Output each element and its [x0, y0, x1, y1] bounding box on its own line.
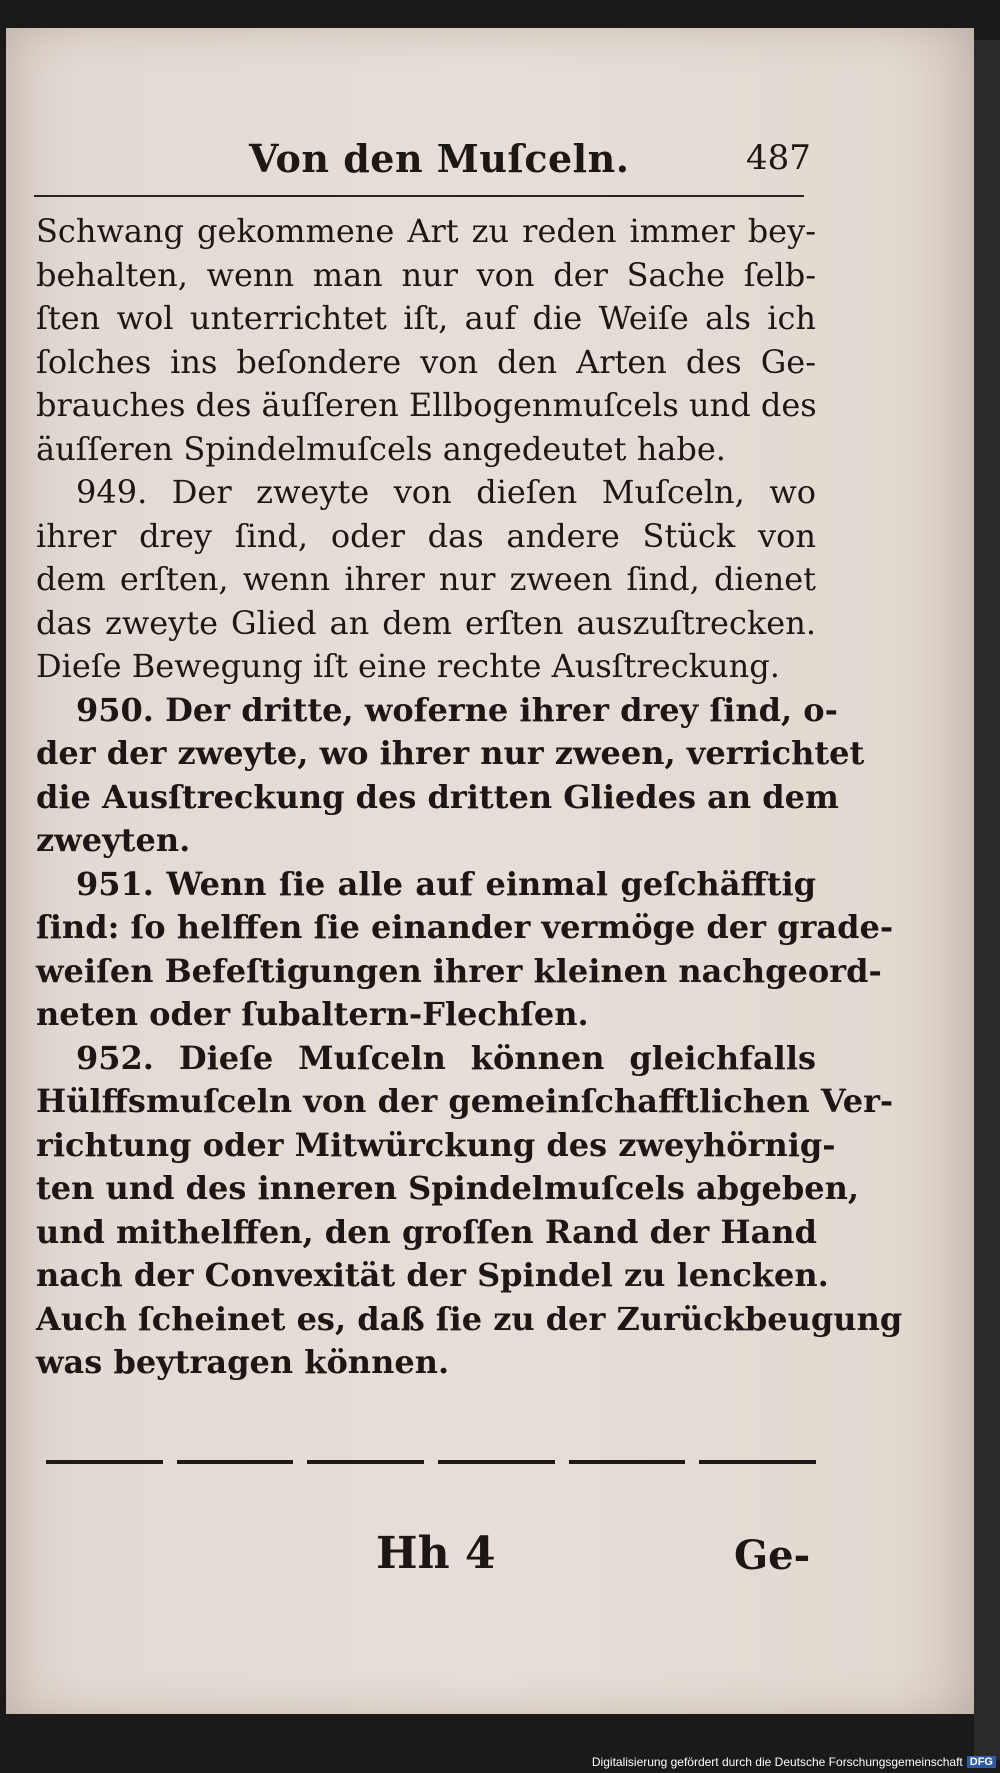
- text-line: die Ausſtreckung des dritten Gliedes an dem: [36, 777, 839, 816]
- divider-segment: [438, 1460, 555, 1464]
- credit-text: Digitalisierung gefördert durch die Deutsche Forschungsgemeinschaft: [591, 1755, 963, 1769]
- text-line: Dieſe Bewegung iſt eine rechte Ausſtreckung.: [36, 647, 780, 685]
- text-line: 949. Der zweyte von dieſen Muſceln, wo: [76, 473, 816, 511]
- text-line: Auch ſcheinet es, daß ſie zu der Zurückbeugung: [36, 1299, 903, 1338]
- digitization-credit: [592, 1755, 996, 1769]
- text-line: Hülffsmuſceln von der gemeinſchafftlichen Ver-: [36, 1082, 894, 1120]
- text-line: Schwang gekommene Art zu reden immer bey-: [36, 212, 816, 250]
- divider-segment: [177, 1460, 294, 1464]
- body-text: [36, 210, 903, 1385]
- divider-segment: [46, 1460, 163, 1464]
- signature-mark: Hh 4: [376, 1528, 496, 1579]
- text-line: 951. Wenn ſie alle auf einmal geſchäfftig: [76, 864, 816, 903]
- text-line: 950. Der dritte, woferne ihrer drey ſind, o-: [76, 690, 838, 729]
- text-line: nach der Convexität der Spindel zu lencken.: [36, 1256, 829, 1294]
- page-header: [34, 112, 814, 198]
- paragraph-949: [36, 471, 816, 689]
- text-line: dem erſten, wenn ihrer nur zween ſind, dienet: [36, 560, 816, 598]
- divider-segment: [569, 1460, 686, 1464]
- catchword: Ge-: [734, 1532, 811, 1579]
- text-line: der der zweyte, wo ihrer nur zween, verrichtet: [36, 734, 865, 772]
- text-line: 952. Dieſe Muſceln können gleichfalls: [76, 1038, 816, 1077]
- text-line: behalten, wenn man nur von der Sache ſelb-: [36, 255, 816, 294]
- paragraph-951: [36, 863, 894, 1037]
- text-line: ihrer drey ſind, oder das andere Stück von: [36, 516, 816, 555]
- page-number: 487: [746, 138, 811, 178]
- text-line: das zweyte Glied an dem erſten auszuſtrecken.: [36, 603, 816, 642]
- text-line: neten oder ſubaltern-Flechſen.: [36, 995, 589, 1033]
- text-line: ſind: ſo helffen ſie einander vermöge der grade-: [36, 908, 894, 946]
- text-line: ten und des inneren Spindelmuſcels abgeben,: [36, 1169, 859, 1207]
- header-rule: [34, 195, 804, 197]
- divider-segment: [307, 1460, 424, 1464]
- text-line: zweyten.: [36, 821, 191, 859]
- text-line: äuſſeren Spindelmuſcels angedeutet habe.: [36, 429, 726, 468]
- text-line: ſolches ins beſondere von den Arten des Ge-: [36, 342, 816, 381]
- divider-segment: [699, 1460, 816, 1464]
- text-line: weiſen Befeſtigungen ihrer kleinen nachgeord-: [36, 951, 882, 990]
- text-line: was beytragen können.: [36, 1343, 450, 1381]
- text-line: und mithelffen, den groſſen Rand der Hand: [36, 1212, 817, 1251]
- text-line: brauches des äuſſeren Ellbogenmuſcels und des: [36, 386, 817, 424]
- paragraph-952: [36, 1037, 903, 1385]
- paragraph-950: [36, 689, 865, 863]
- text-line: richtung oder Mitwürckung des zweyhörnig-: [36, 1125, 836, 1164]
- paragraph-continuation: [36, 210, 816, 471]
- scan-edge: [974, 40, 1000, 1760]
- book-page: [6, 28, 974, 1714]
- running-head: Von den Muſceln.: [249, 136, 630, 181]
- dfg-logo-icon: DFG: [967, 1756, 996, 1768]
- section-divider: [46, 1458, 816, 1466]
- text-line: ſten wol unterrichtet iſt, auf die Weiſe als ich: [36, 299, 816, 337]
